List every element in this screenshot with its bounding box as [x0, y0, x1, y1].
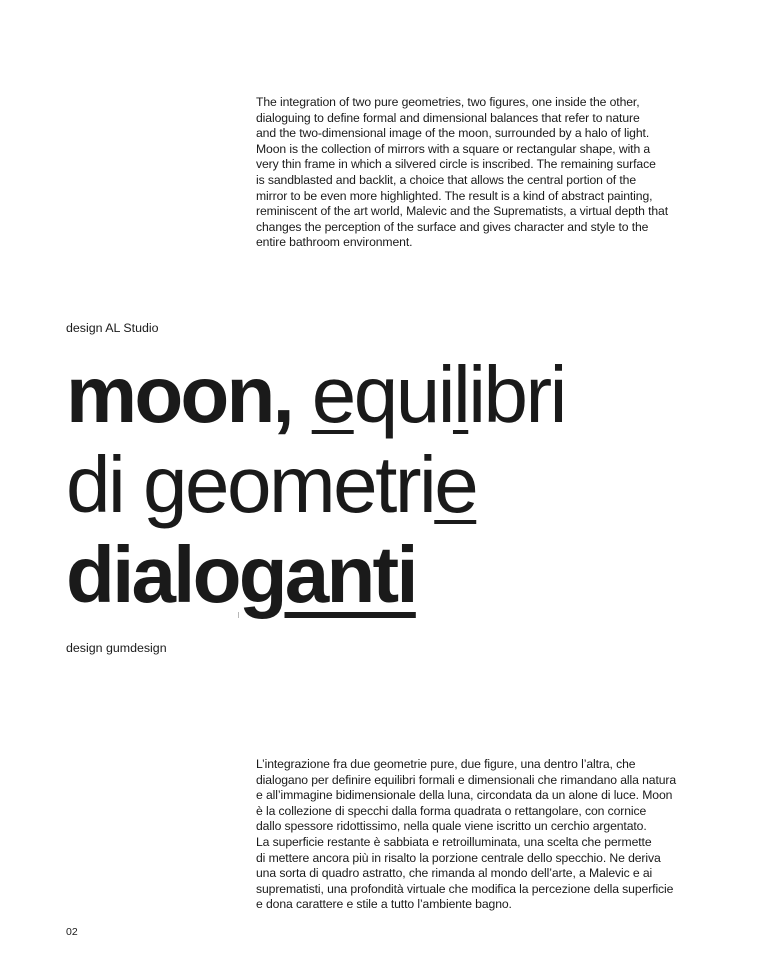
page-title	[66, 350, 766, 620]
text-line: mirror to be even more highlighted. The result is a kind of abstract painting,	[256, 188, 653, 203]
text-line: dialogano per definire equilibri formali e dimensionali che rimandano alla natura	[256, 772, 677, 787]
design-credit-al-studio	[66, 321, 159, 336]
text-span: e all’immagine bidimensionale della luna, circondata da un alone di luce.	[256, 788, 643, 803]
credit-name: AL Studio	[105, 321, 159, 335]
text-line: una sorta di quadro astratto, che rimanda al mondo dell’arte, a Malevic e ai	[256, 866, 653, 881]
text-line: changes the perception of the surface and gives character and style to the	[256, 219, 649, 234]
text-line: The integration of two pure geometries, two figures, one inside the other,	[256, 95, 640, 109]
text-line: La superficie restante è sabbiata e retroilluminata, una scelta che permette	[256, 834, 652, 849]
text-line: entire bathroom environment.	[256, 235, 413, 250]
italian-description	[256, 757, 686, 913]
text-line: è la collezione di specchi dalla forma quadrata o rettangolare, con cornice	[256, 803, 647, 818]
title-line-3	[66, 530, 766, 620]
text-line: dialoguing to define formal and dimensional balances that refer to nature	[256, 110, 640, 125]
credit-prefix: design	[66, 321, 106, 335]
product-name-emphasis: Moon	[642, 788, 673, 803]
title-underlined-letter: e	[311, 350, 354, 439]
credit-name: gumdesign	[105, 641, 167, 655]
credit-prefix: design	[66, 641, 106, 655]
title-word-part: di geometri	[66, 440, 435, 529]
title-underlined-letter: l	[452, 350, 469, 439]
title-word-part: qui	[353, 350, 453, 439]
title-word-part: ibri	[468, 350, 565, 439]
title-word-moon: moon,	[66, 350, 292, 439]
page-number: 02	[66, 926, 78, 938]
text-line: e dona carattere e stile a tutto l’ambiente bagno.	[256, 897, 512, 912]
text-line: and the two-dimensional image of the moon, surrounded by a halo of light.	[256, 126, 650, 141]
text-line	[256, 142, 686, 158]
product-name-emphasis: Moon	[256, 141, 287, 156]
design-credit-gumdesign	[66, 641, 167, 656]
text-line: dallo spessore ridottissimo, nella quale viene iscritto un cerchio argentato.	[256, 819, 647, 834]
title-word-part: dialo	[66, 530, 239, 619]
text-line: is sandblasted and backlit, a choice that allows the central portion of the	[256, 172, 637, 187]
text-line: L’integrazione fra due geometrie pure, due figure, una dentro l’altra, che	[256, 757, 636, 771]
english-description	[256, 95, 686, 251]
text-line	[256, 788, 686, 804]
text-line: very thin frame in which a silvered circle is inscribed. The remaining surface	[256, 157, 656, 172]
title-underlined-part: ganti	[238, 530, 416, 619]
text-line: suprematisti, una profondità virtuale che modifica la percezione della superficie	[256, 881, 674, 896]
title-line-1	[66, 350, 766, 440]
title-underlined-letter: e	[434, 440, 477, 529]
text-span: is the collection of mirrors with a square or rectangular shape, with a	[286, 141, 651, 156]
title-line-2	[66, 440, 766, 530]
text-line: reminiscent of the art world, Malevic and the Suprematists, a virtual depth that	[256, 204, 668, 219]
text-line: di mettere ancora più in risalto la porzione centrale dello specchio. Ne deriva	[256, 850, 661, 865]
